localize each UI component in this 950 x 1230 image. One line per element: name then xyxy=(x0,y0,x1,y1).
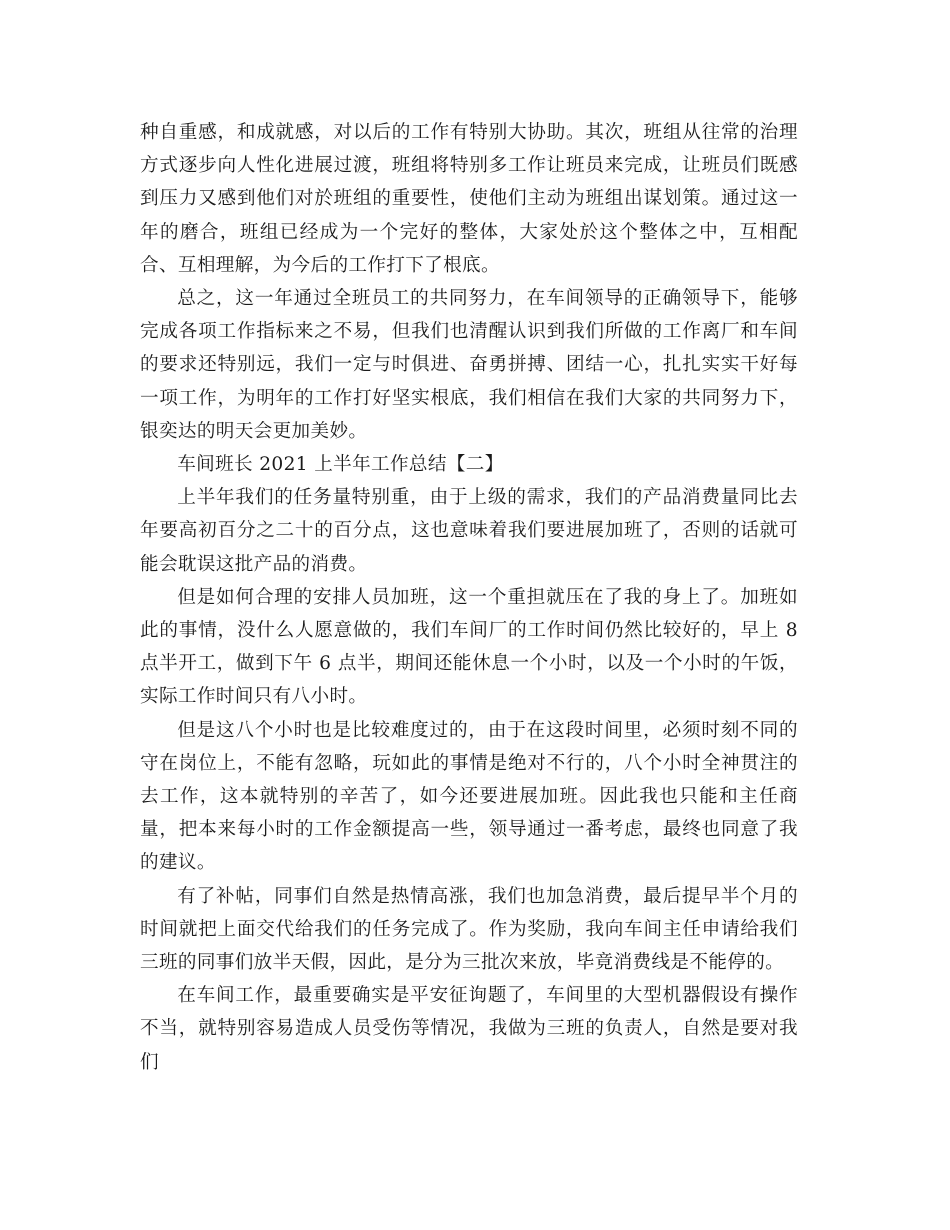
document-page xyxy=(140,116,798,1079)
paragraph-subsidy: 有了补帖，同事们自然是热情高涨，我们也加急消费，最后提早半个月的时间就把上面交代给我们的任务完成了。作为奖励，我向车间主任申请给我们三班的同事们放半天假，因此，是分为三批次来放，毕竟消费线是不能停的。 xyxy=(140,885,798,974)
paragraph-eight-hours: 但是这八个小时也是比较难度过的，由于在这段时间里，必须时刻不同的守在岗位上，不能有忽略，玩如此的事情是绝对不行的，八个小时全神贯注的去工作，这本就特别的辛苦了，如今还要进展加班。因此我也只能和主任商量，把本来每小时的工作金额提高一些，领导通过一番考虑，最终也同意了我的建议。 xyxy=(140,719,798,874)
section-heading: 车间班长 2021 上半年工作总结【二】 xyxy=(177,454,504,476)
paragraph-safety: 在车间工作，最重要确实是平安征询题了，车间里的大型机器假设有操作不当，就特别容易造成人员受伤等情况，我做为三班的负责人，自然是要对我们 xyxy=(140,985,798,1073)
paragraph-summary: 总之，这一年通过全班员工的共同努力，在车间领导的正确领导下，能够完成各项工作指标来之不易，但我们也清醒认识到我们所做的工作离厂和车间的要求还特别远，我们一定与时俱进、奋勇拼搏、团结一心，扎扎实实干好每一项工作，为明年的工作打好坚实根底，我们相信在我们大家的共同努力下，银奕达的明天会更加美妙。 xyxy=(140,288,798,442)
paragraph-workload: 上半年我们的任务量特别重，由于上级的需求，我们的产品消费量同比去年要高初百分之二十的百分点，这也意味着我们要进展加班了，否则的话就可能会耽误这批产品的消费。 xyxy=(140,487,798,575)
paragraph-continuation: 种自重感，和成就感，对以后的工作有特别大协助。其次，班组从往常的治理方式逐步向人性化进展过渡，班组将特别多工作让班员来完成，让班员们既感到压力又感到他们对於班组的重要性，使他们主动为班组出谋划策。通过这一年的磨合，班组已经成为一个完好的整体，大家处於这个整体之中，互相配合、互相理解，为今后的工作打下了根底。 xyxy=(140,122,798,276)
paragraph-overtime-arrangement: 但是如何合理的安排人员加班，这一个重担就压在了我的身上了。加班如此的事情，没什么人愿意做的，我们车间厂的工作时间仍然比较好的，早上 8 点半开工，做到下午 6 点半，期间还能休息一个小时，以及一个小时的午饭，实际工作时间只有八小时。 xyxy=(140,586,798,708)
